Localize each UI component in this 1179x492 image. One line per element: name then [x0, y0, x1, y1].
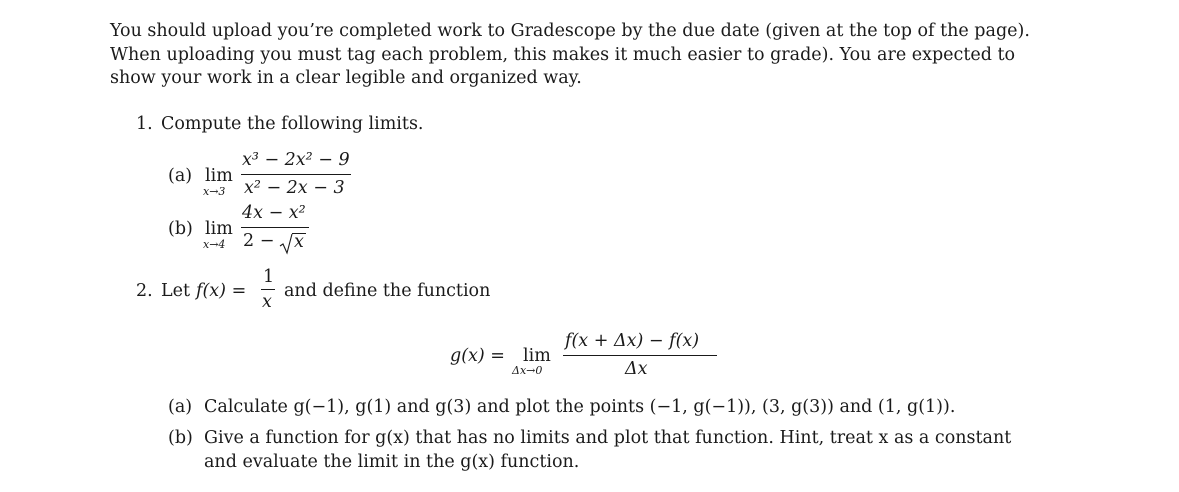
problem-2-intro-text: and define the function [284, 281, 491, 301]
problem-2-let: Let [161, 281, 191, 301]
problem-1a-fraction-bar [241, 174, 351, 175]
f-numerator: 1 [263, 267, 275, 287]
problem-1-number: 1. [136, 114, 153, 134]
intro-line-2: When uploading you must tag each problem, this makes it much easier to grade). You are expected to [110, 44, 1016, 65]
g-lhs: g(x) = [450, 346, 505, 366]
problem-2-number: 2. [136, 281, 153, 301]
problem-1a-lim: lim [205, 166, 233, 186]
g-lim: lim [523, 346, 551, 366]
intro-paragraph [110, 20, 1030, 91]
problem-1a-denominator: x² − 2x − 3 [244, 178, 345, 198]
problem-1b-lim: lim [205, 219, 233, 239]
problem-2b-label: (b) [168, 428, 193, 448]
problem-2a-text: Calculate g(−1), g(1) and g(3) and plot the points (−1, g(−1)), (3, g(3)) and (1, g(1)). [204, 397, 956, 417]
f-definition-lhs: f(x) = [196, 281, 247, 301]
f-fraction-bar [261, 289, 275, 290]
problem-1b-radicand: x [294, 232, 304, 252]
intro-line-3: show your work in a clear legible and organized way. [110, 68, 582, 88]
g-numerator: f(x + Δx) − f(x) [565, 331, 700, 351]
problem-1a-numerator: x³ − 2x² − 9 [242, 150, 350, 170]
g-denominator: Δx [625, 359, 648, 379]
problem-1b-lim-subscript: x→4 [203, 238, 226, 251]
problem-1a-label: (a) [168, 166, 193, 186]
g-lim-subscript: Δx→0 [512, 364, 543, 377]
problem-2a-label: (a) [168, 397, 193, 417]
sqrt-radical-icon [279, 233, 293, 255]
problem-1a-lim-subscript: x→3 [203, 185, 226, 198]
problem-2b-line-1: Give a function for g(x) that has no limits and plot that function. Hint, treat x as a constant [204, 428, 1012, 448]
problem-1b-label: (b) [168, 219, 193, 239]
intro-line-1: You should upload you’re completed work to Gradescope by the due date (given at the top of the page). [110, 21, 1030, 41]
problem-2b-line-2: and evaluate the limit in the g(x) function. [204, 452, 580, 472]
g-fraction-bar [563, 355, 717, 356]
f-denominator: x [262, 292, 272, 312]
problem-1-prompt: Compute the following limits. [161, 114, 424, 134]
problem-1b-numerator: 4x − x² [242, 203, 306, 223]
problem-1b-denominator-prefix: 2 − [243, 231, 275, 251]
problem-1b-fraction-bar [241, 227, 309, 228]
